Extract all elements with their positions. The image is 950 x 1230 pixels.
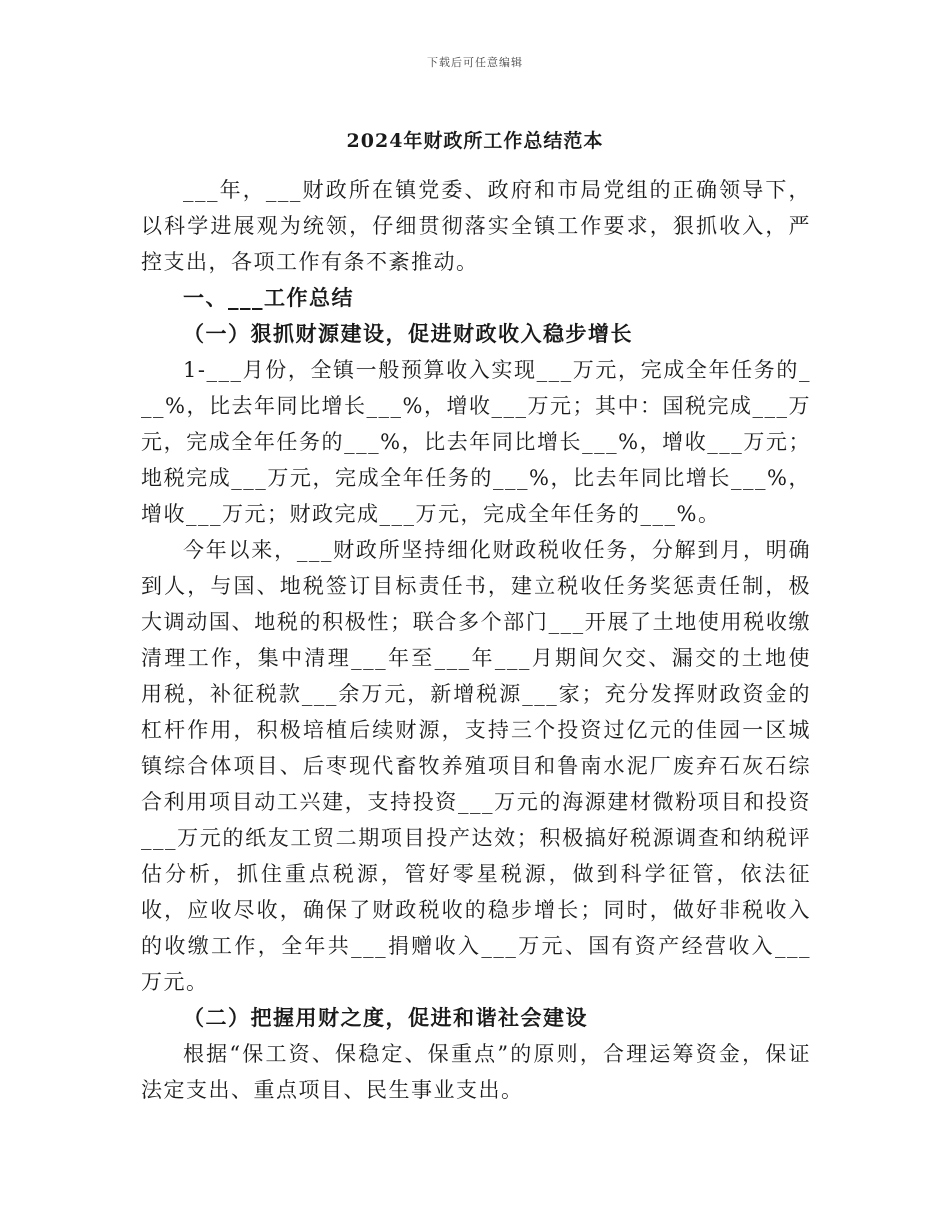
page-header-note: 下载后可任意编辑 — [427, 56, 523, 69]
section-heading-work-summary: 一、___工作总结 — [183, 285, 354, 310]
paragraph-revenue-measures: 今年以来，___财政所坚持细化财政税收任务，分解到月，明确到人，与国、地税签订目标责任书，建立税收任务奖惩责任制，极大调动国、地税的积极性；联合多个部门___开展了土地使用税收缴清理工作，集中清理___年至___年___月期间欠交、漏交的土地使用税，补征税款___余万元，新增税源___家；充分发挥财政资金的杠杆作用，积极培植后续财源，支持三个投资过亿元的佳园一区城镇综合体项目、后枣现代畜牧养殖项目和鲁南水泥厂废弃石灰石综合利用项目动工兴建，支持投资___万元的海源建材微粉项目和投资___万元的纸友工贸二期项目投产达效；积极搞好税源调查和纳税评估分析，抓住重点税源，管好零星税源，做到科学征管，依法征收，应收尽收，确保了财政税收的稳步增长；同时，做好非税收入的收缴工作，全年共___捐赠收入___万元、国有资产经营收入___万元。 — [141, 538, 811, 994]
document-title: 2024年财政所工作总结范本 — [346, 130, 604, 152]
paragraph-intro: ___年，___财政所在镇党委、政府和市局党组的正确领导下，以科学进展观为统领，仔细贯彻落实全镇工作要求，狠抓收入，严控支出，各项工作有条不紊推动。 — [141, 178, 811, 274]
subsection-heading-revenue: （一）狠抓财源建设，促进财政收入稳步增长 — [183, 321, 633, 346]
document-body — [141, 172, 811, 1108]
paragraph-spending-principles: 根据“保工资、保稳定、保重点”的原则，合理运筹资金，保证法定支出、重点项目、民生事业支出。 — [141, 1042, 811, 1102]
paragraph-revenue-figures: 1-___月份，全镇一般预算收入实现___万元，完成全年任务的___%，比去年同比增长___%，增收___万元；其中：国税完成___万元，完成全年任务的___%，比去年同比增长___%，增收___万元；地税完成___万元，完成全年任务的___%，比去年同比增长___%，增收___万元；财政完成___万元，完成全年任务的___%。 — [141, 358, 811, 526]
subsection-heading-spending: （二）把握用财之度，促进和谐社会建设 — [183, 1005, 588, 1030]
